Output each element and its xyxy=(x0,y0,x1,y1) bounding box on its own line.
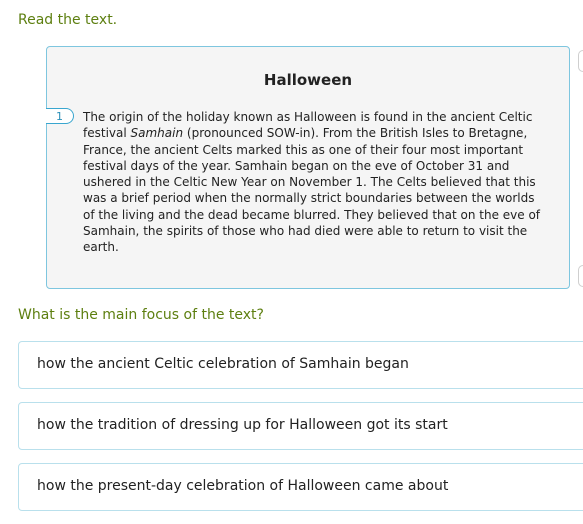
paragraph-number-badge: 1 xyxy=(46,108,74,124)
passage-paragraph xyxy=(83,109,547,256)
answer-choice-label: how the present-day celebration of Halloween came about xyxy=(37,478,449,494)
scroll-handle-top[interactable] xyxy=(578,50,583,72)
paragraph-text-end: (pronounced SOW-in). From the British Isles to Bretagne, France, the ancient Celts marked this as one of their four most important festival days of the year. Samhain began on the eve of October 31 and ushered in the Celtic New Year on November 1. The Celts believed that this was a brief period when the normally strict boundaries between the worlds of the living and the dead became blurred. They believed that on the eve of Samhain, the spirits of those who had died were able to return to visit the earth. xyxy=(83,126,541,255)
passage-title: Halloween xyxy=(263,71,353,89)
reading-passage xyxy=(46,46,570,289)
scroll-handle-bottom[interactable] xyxy=(578,265,583,287)
answer-choice-label: how the tradition of dressing up for Halloween got its start xyxy=(37,417,448,433)
paragraph-text-start: The origin of the holiday known as Halloween is found in the ancient Celtic festival xyxy=(83,110,533,141)
question-text: What is the main focus of the text? xyxy=(18,307,264,323)
answer-choice-label: how the ancient Celtic celebration of Samhain began xyxy=(37,356,409,372)
instruction-text: Read the text. xyxy=(18,12,118,28)
answer-choice-1[interactable] xyxy=(18,341,583,389)
answer-choice-3[interactable] xyxy=(18,463,583,511)
answer-choice-2[interactable] xyxy=(18,402,583,450)
paragraph-italic-term: Samhain xyxy=(130,126,184,141)
